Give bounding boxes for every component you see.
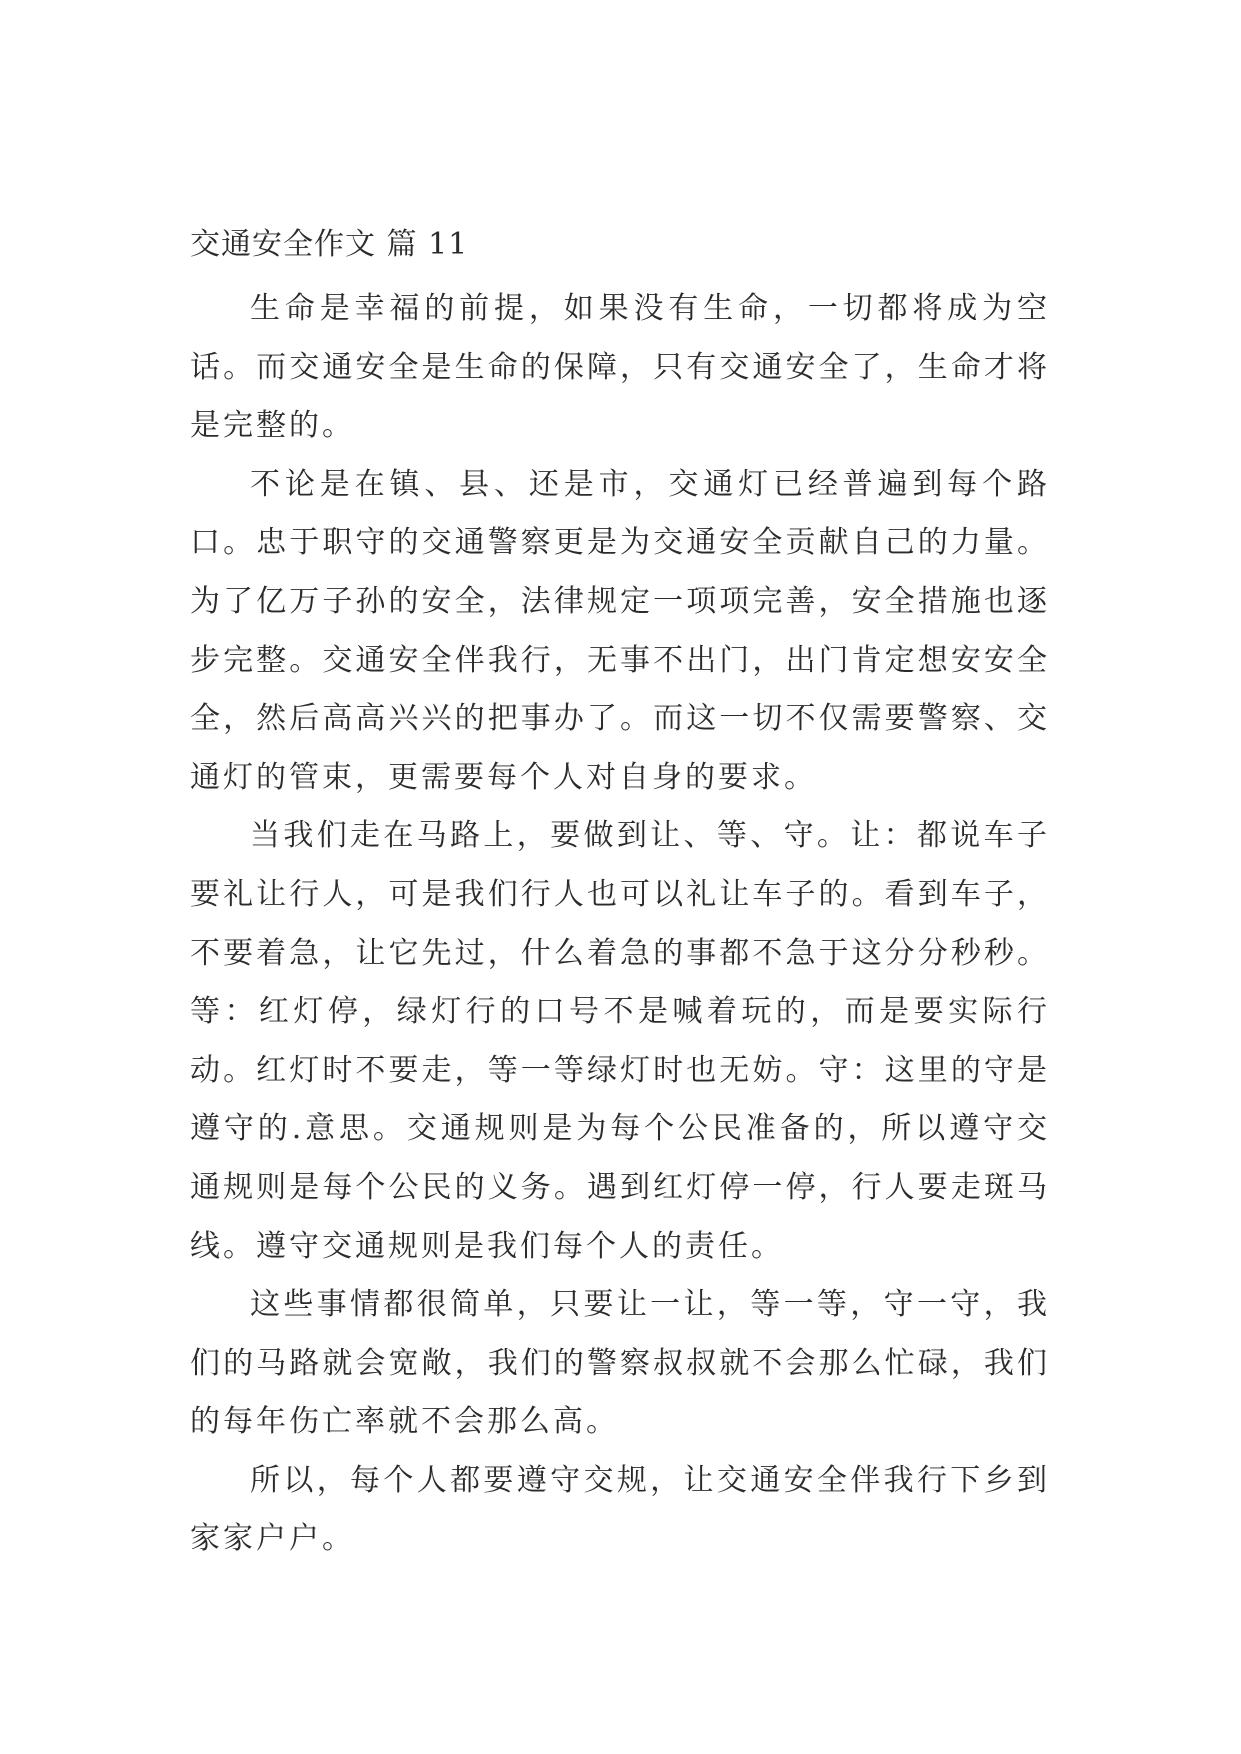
- paragraph-4: 这些事情都很简单，只要让一让，等一等，守一守，我们的马路就会宽敞，我们的警察叔叔就不会那么忙碌，我们的每年伤亡率就不会那么高。: [190, 1287, 1050, 1440]
- document-title: 交通安全作文 篇 11: [190, 227, 469, 262]
- document-body: [190, 218, 1050, 1569]
- paragraph-2: 不论是在镇、县、还是市，交通灯已经普遍到每个路口。忠于职守的交通警察更是为交通安全贡献自己的力量。为了亿万子孙的安全，法律规定一项项完善，安全措施也逐步完整。交通安全伴我行，无事不出门，出门肯定想安安全全，然后高高兴兴的把事办了。而这一切不仅需要警察、交通灯的管束，更需要每个人对自身的要求。: [190, 466, 1050, 795]
- paragraph-1: 生命是幸福的前提，如果没有生命，一切都将成为空话。而交通安全是生命的保障，只有交通安全了，生命才将是完整的。: [190, 291, 1050, 444]
- paragraph-3: 当我们走在马路上，要做到让、等、守。让：都说车子要礼让行人，可是我们行人也可以礼让车子的。看到车子，不要着急，让它先过，什么着急的事都不急于这分分秒秒。等：红灯停，绿灯行的口号不是喊着玩的，而是要实际行动。红灯时不要走，等一等绿灯时也无妨。守：这里的守是遵守的.意思。交通规则是为每个公民准备的，所以遵守交通规则是每个公民的义务。遇到红灯停一停，行人要走斑马线。遵守交通规则是我们每个人的责任。: [190, 818, 1050, 1264]
- paragraph-5: 所以，每个人都要遵守交规，让交通安全伴我行下乡到家家户户。: [190, 1462, 1050, 1557]
